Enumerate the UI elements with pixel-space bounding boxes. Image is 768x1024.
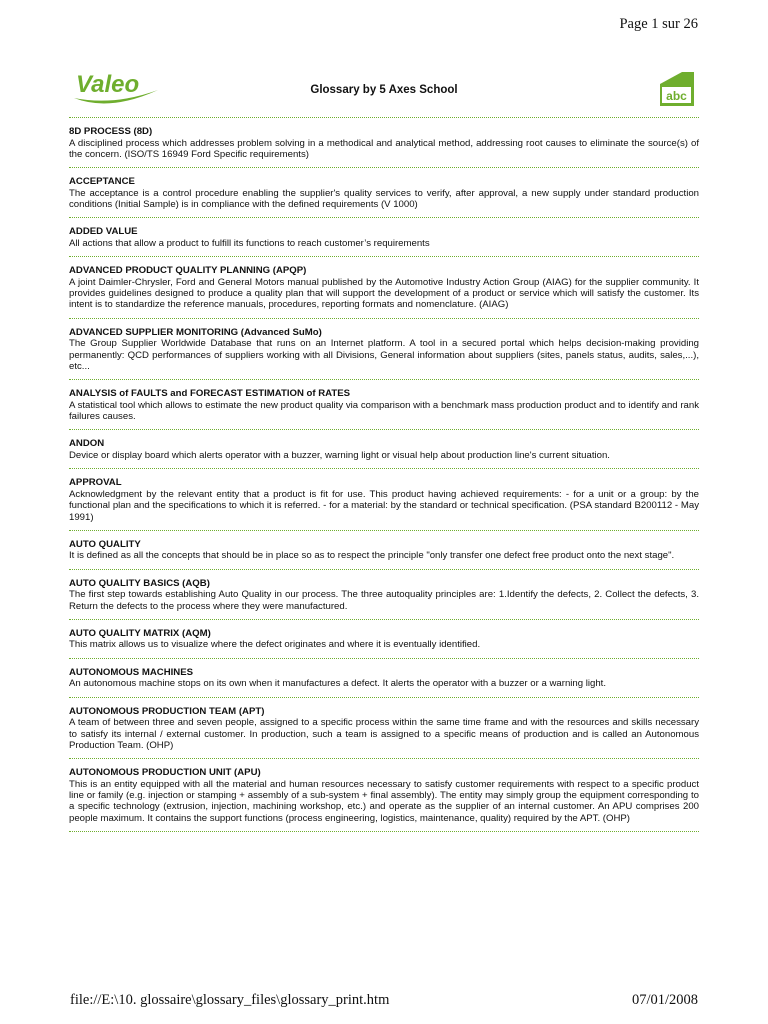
glossary-definition: It is defined as all the concepts that should be in place so as to respect the principle "only transfer one defect free product onto the next stage". <box>69 550 675 562</box>
glossary-entry <box>69 118 699 167</box>
page-title: Glossary by 5 Axes School <box>310 84 458 96</box>
glossary-term: AUTO QUALITY MATRIX (AQM) <box>69 627 211 639</box>
glossary-definition: The first step towards establishing Auto Quality in our process. The three autoquality principles are: 1.Identify the defects, 2. Collect the defects, 3. Return the defects to the process where they were manufactured. <box>69 589 699 612</box>
glossary-term: AUTONOMOUS MACHINES <box>69 666 194 678</box>
glossary-term: APPROVAL <box>69 477 122 489</box>
document-header <box>68 68 700 112</box>
glossary-term: AUTONOMOUS PRODUCTION UNIT (APU) <box>69 767 261 779</box>
glossary-entry <box>69 319 699 379</box>
glossary-definition: A statistical tool which allows to estimate the new product quality via comparison with a benchmark mass production product and to identify and rank failures causes. <box>69 399 699 423</box>
glossary-term: ADVANCED PRODUCT QUALITY PLANNING (APQP) <box>69 265 307 277</box>
glossary-definition: This is an entity equipped with all the material and human resources necessary to satisfy customer requirements with respect to a specific product line or family (e.g. injection or stamping + assembly of a sub-system + final assembly). The entity may simply group the equipment corresponding to a specific technology (extrusion, injection, machining workshop, etc.) and operate as the supplier of an internal customer. An APU comprises 200 people maximum. It contains the support functions (process engineering, logistics, maintenance, quality) required by the APT. (OHP) <box>69 778 699 824</box>
glossary-term: ANDON <box>69 438 105 450</box>
glossary-entries <box>69 117 699 832</box>
glossary-entry <box>69 430 699 468</box>
valeo-logo-text: Valeo <box>76 71 140 98</box>
glossary-entry <box>69 469 699 529</box>
glossary-definition: Acknowledgment by the relevant entity that a product is fit for use. This product having achieved requirements: - for a unit or a group: by the functional plan and the specifications to which it is referred. - for a material: by the standard or technical specification. (PSA standard B200112 - May 1991) <box>69 488 699 523</box>
footer-date: 07/01/2008 <box>631 992 698 1008</box>
dotted-separator <box>69 831 699 832</box>
glossary-definition: An autonomous machine stops on its own when it manufactures a defect. It alerts the operator with a buzzer or a warning light. <box>69 678 607 690</box>
glossary-definition: A joint Daimler-Chrysler, Ford and General Motors manual published by the Automotive Industry Action Group (AIAG) for the supplier community. It provides guidelines designed to produce a quality plan that will support the development of a product or service which will satisfy the customer. Its intent is to standardize the reference manuals, procedures, reporting formats and nomenclature. (AIAG) <box>69 276 699 311</box>
glossary-term: ADVANCED SUPPLIER MONITORING (Advanced SuMo) <box>69 326 322 338</box>
glossary-entry <box>69 257 699 317</box>
glossary-term: 8D PROCESS (8D) <box>69 126 153 137</box>
glossary-entry <box>69 620 699 658</box>
glossary-entry <box>69 759 699 831</box>
glossary-term: AUTONOMOUS PRODUCTION TEAM (APT) <box>69 705 265 717</box>
glossary-entry <box>69 531 699 569</box>
glossary-definition: All actions that allow a product to fulfill its functions to reach customer’s requirements <box>69 237 430 249</box>
page-number: Page 1 sur 26 <box>619 16 698 32</box>
glossary-term: ACCEPTANCE <box>69 176 135 188</box>
glossary-entry <box>69 168 699 217</box>
footer-file-path: file://E:\10. glossaire\glossary_files\glossary_print.htm <box>70 992 390 1008</box>
glossary-term: AUTO QUALITY <box>69 538 141 550</box>
glossary-definition: Device or display board which alerts operator with a buzzer, warning light or visual help about production line's current situation. <box>69 450 610 462</box>
glossary-term: ADDED VALUE <box>69 226 138 238</box>
glossary-entry <box>69 698 699 758</box>
glossary-entry <box>69 659 699 697</box>
abc-logo <box>656 70 696 108</box>
glossary-definition: The acceptance is a control procedure enabling the supplier's quality services to verify, after approval, a new supply under standard production conditions (Initial Sample) is in compliance with the defined requirements (V 1000) <box>69 187 699 211</box>
glossary-definition: A team of between three and seven people, assigned to a specific process within the same time frame and with the resources and skills necessary to satisfy its internal / external customer. In production, such a team is assigned to a specific means of production and is called an Autonomous Production Team. (OHP) <box>69 717 699 751</box>
glossary-definition: A disciplined process which addresses problem solving in a methodical and analytical method, addressing root causes to eliminate the source(s) of the concern. (ISO/TS 16949 Ford Specific requirements) <box>69 137 699 160</box>
glossary-term: ANALYSIS of FAULTS and FORECAST ESTIMATION of RATES <box>69 388 351 400</box>
glossary-definition: The Group Supplier Worldwide Database that runs on an Internet platform. A tool in a secured portal which helps decision-making providing permanently: QCD performances of suppliers working with all Divisions, General information about suppliers (sites, panels status, audits, sales,...), etc... <box>69 338 699 372</box>
glossary-definition: This matrix allows us to visualize where the defect originates and where it is eventually identified. <box>69 639 481 651</box>
glossary-entry <box>69 218 699 256</box>
abc-logo-text: abc <box>666 89 687 103</box>
glossary-term: AUTO QUALITY BASICS (AQB) <box>69 577 210 589</box>
glossary-entry <box>69 380 699 429</box>
glossary-entry <box>69 570 699 619</box>
